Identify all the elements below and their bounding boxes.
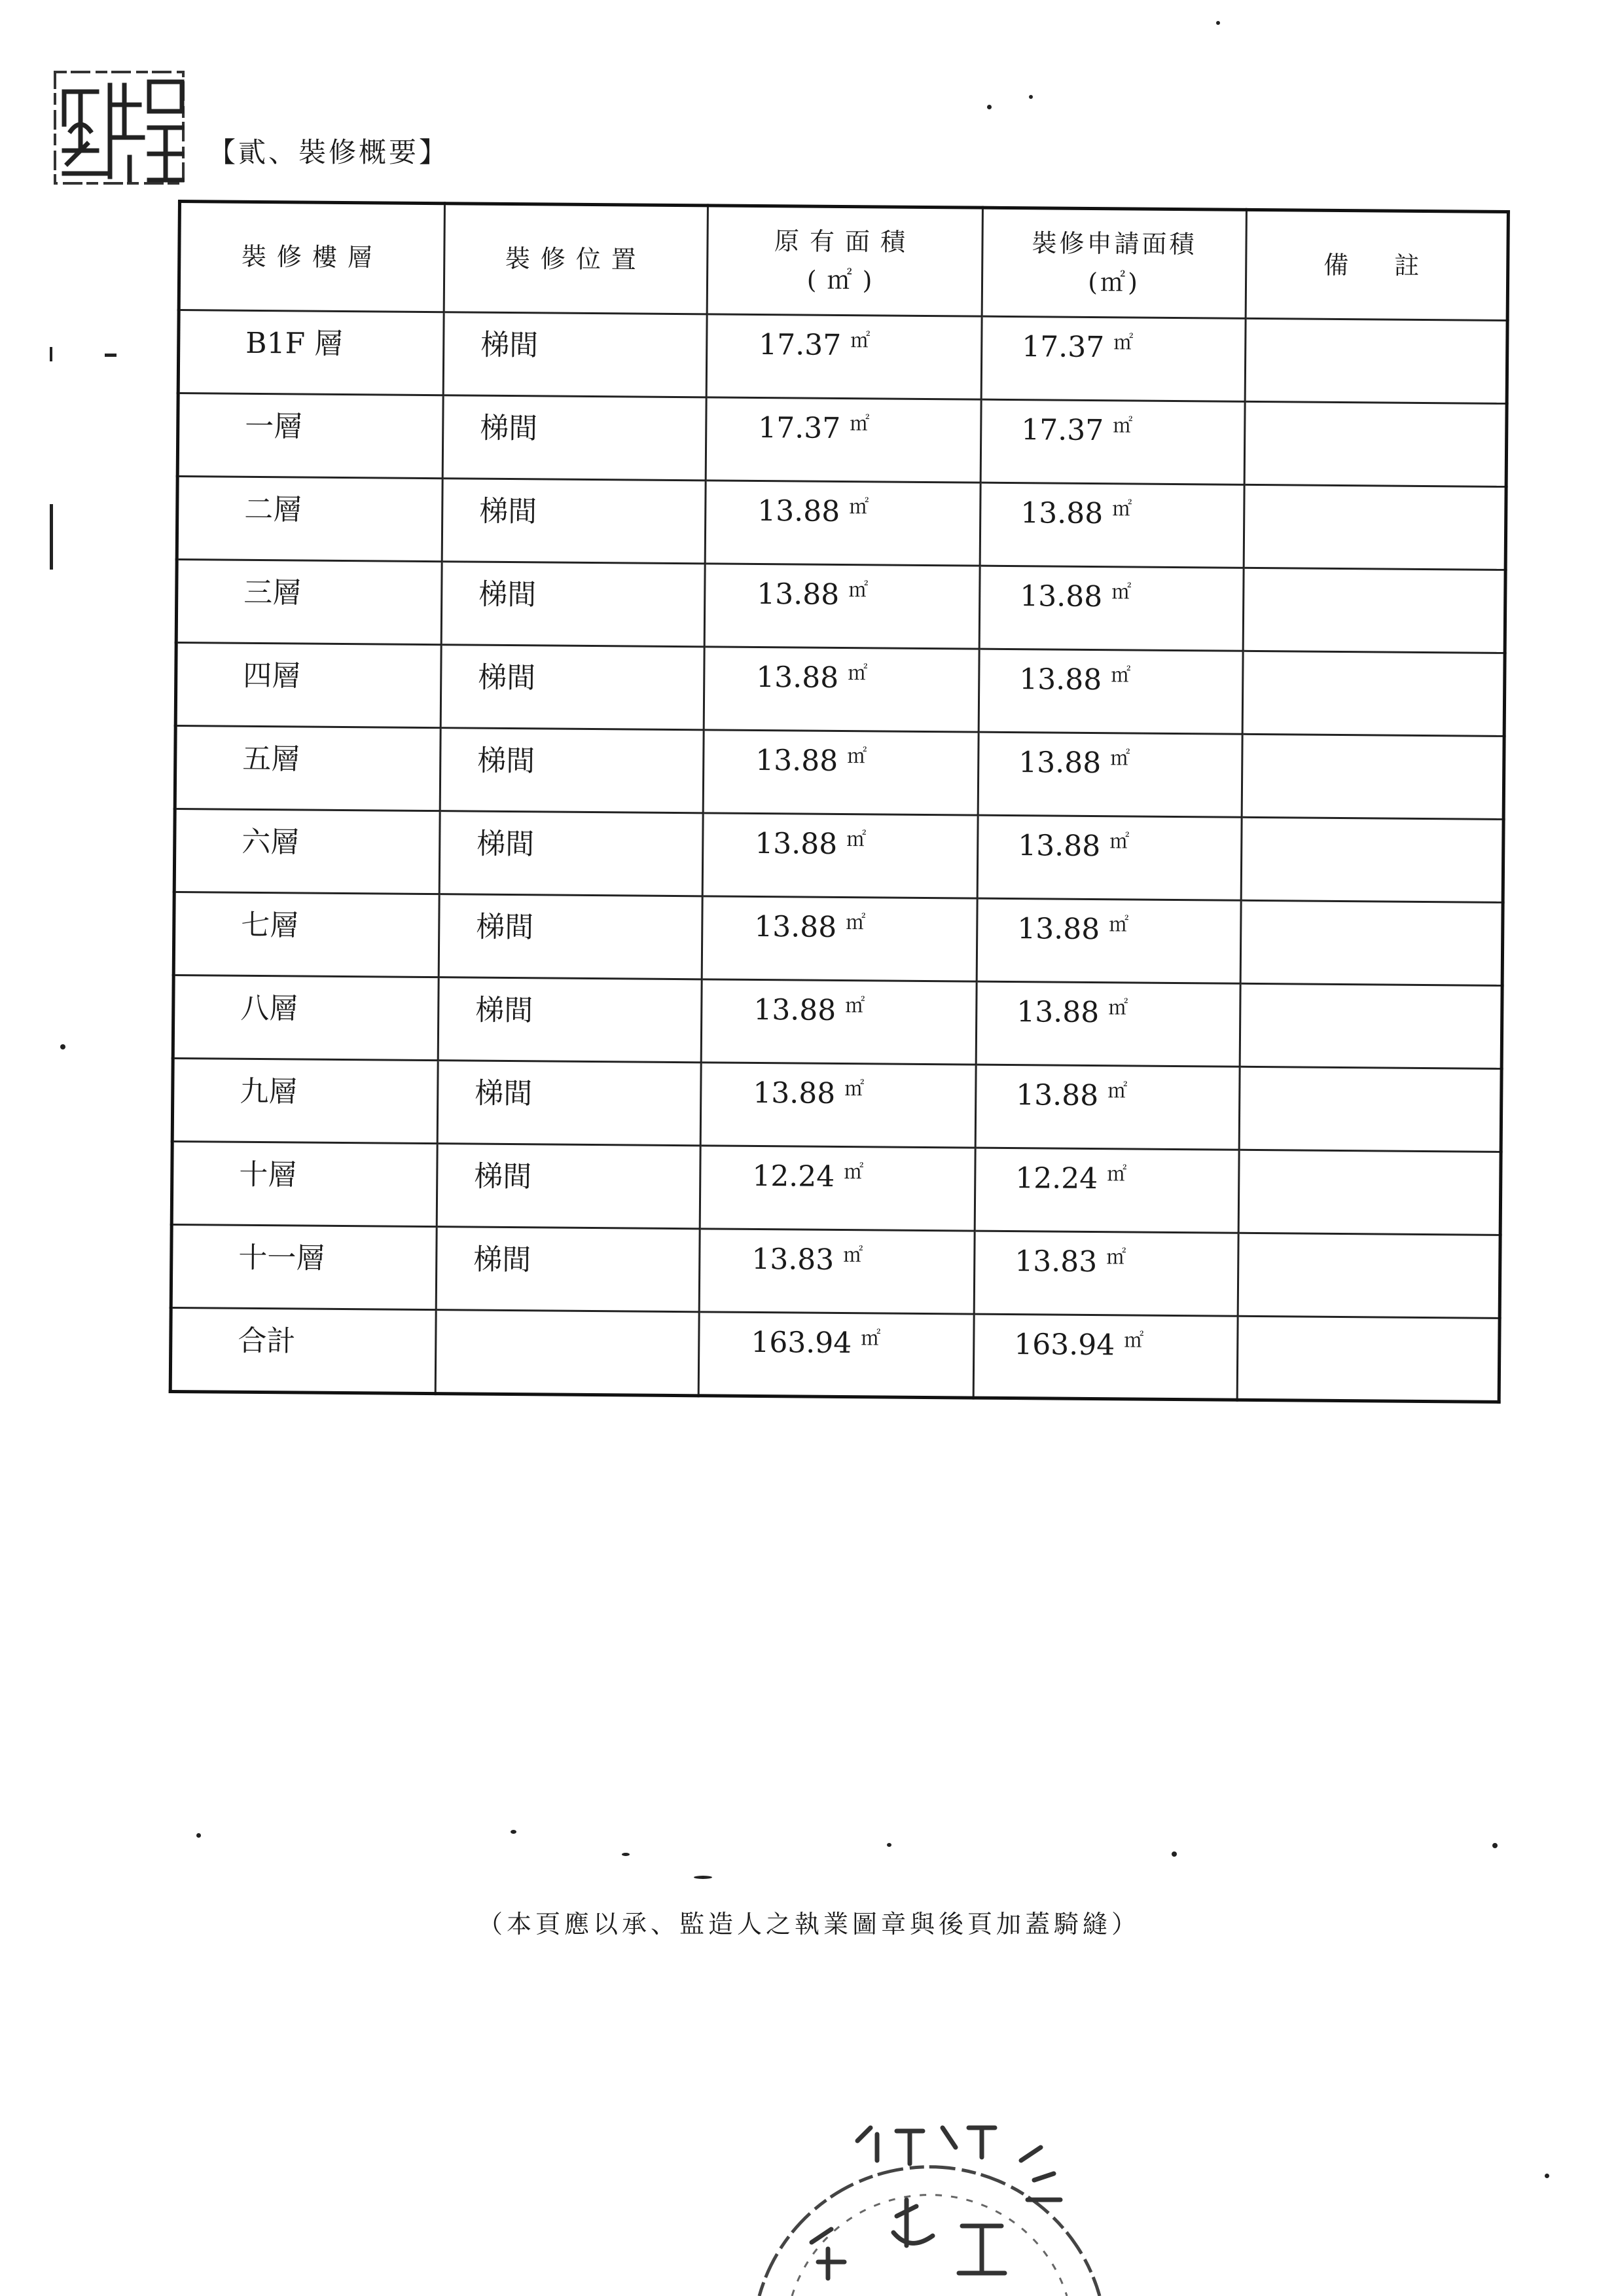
cell-applied-area: 13.88 ㎡ xyxy=(977,898,1241,983)
header-original-area: 原有面積 (㎡) xyxy=(707,206,982,316)
bottom-seal-stamp xyxy=(746,2102,1113,2296)
cell-original-area: 13.88 ㎡ xyxy=(701,979,977,1065)
cell-position: 梯間 xyxy=(439,811,703,896)
cell-original-area: 17.37 ㎡ xyxy=(706,314,982,399)
cell-total-original-area: 163.94 ㎡ xyxy=(698,1312,974,1398)
table-header-row xyxy=(179,202,1508,321)
renovation-summary-table xyxy=(169,200,1510,1404)
footer-note: （本頁應以承、監造人之執業圖章與後頁加蓋騎縫） xyxy=(477,1910,1140,1939)
table-row xyxy=(175,725,1504,819)
cell-floor: 七層 xyxy=(173,892,439,977)
cell-applied-area: 13.83 ㎡ xyxy=(974,1231,1238,1316)
table-row xyxy=(176,560,1505,653)
cell-original-area: 13.88 ㎡ xyxy=(702,896,977,981)
table-row xyxy=(175,642,1505,736)
scan-speck xyxy=(60,1044,65,1049)
scan-speck xyxy=(1216,21,1220,25)
cell-original-area: 13.88 ㎡ xyxy=(704,647,979,732)
cell-applied-area: 13.88 ㎡ xyxy=(978,732,1242,817)
cell-remarks xyxy=(1240,900,1503,985)
cell-remarks xyxy=(1244,401,1507,486)
cell-position: 梯間 xyxy=(440,728,704,813)
cell-position: 梯間 xyxy=(442,479,706,564)
cell-floor: 九層 xyxy=(172,1058,438,1143)
cell-original-area: 13.88 ㎡ xyxy=(705,481,980,566)
cell-floor: B1F 層 xyxy=(178,310,444,395)
cell-remarks xyxy=(1238,1233,1500,1318)
cell-original-area: 13.88 ㎡ xyxy=(704,564,980,649)
cell-position: 梯間 xyxy=(440,645,704,730)
scan-speck xyxy=(196,1833,201,1838)
header-floor: 裝修樓層 xyxy=(179,202,444,312)
cell-remarks xyxy=(1242,734,1504,819)
cell-total-applied-area: 163.94 ㎡ xyxy=(973,1314,1238,1400)
cell-position: 梯間 xyxy=(441,562,705,647)
seal-stamp xyxy=(51,65,190,190)
table-row xyxy=(173,892,1503,985)
cell-floor: 三層 xyxy=(176,560,442,645)
scan-speck xyxy=(511,1830,516,1834)
scan-edge-mark xyxy=(50,504,53,570)
table-row xyxy=(178,310,1507,404)
cell-remarks xyxy=(1241,817,1503,902)
table-row xyxy=(171,1141,1501,1235)
header-position: 裝修位置 xyxy=(444,204,708,314)
cell-applied-area: 17.37 ㎡ xyxy=(980,399,1245,484)
cell-floor: 一層 xyxy=(177,393,443,479)
cell-remarks xyxy=(1240,983,1502,1068)
cell-floor: 十層 xyxy=(171,1141,437,1226)
section-title: 【貳、裝修概要】 xyxy=(208,136,450,168)
scan-speck xyxy=(987,105,992,109)
cell-floor: 十一層 xyxy=(171,1224,437,1309)
cell-floor: 五層 xyxy=(175,725,440,811)
scan-edge-mark xyxy=(105,354,117,357)
table-row xyxy=(171,1224,1500,1318)
cell-remarks xyxy=(1238,1150,1501,1235)
cell-applied-area: 13.88 ㎡ xyxy=(980,483,1244,568)
cell-applied-area: 12.24 ㎡ xyxy=(975,1148,1239,1233)
cell-floor: 四層 xyxy=(175,642,441,727)
cell-floor: 六層 xyxy=(174,809,440,894)
cell-original-area: 12.24 ㎡ xyxy=(700,1146,975,1231)
scan-speck xyxy=(1172,1851,1177,1857)
cell-remarks xyxy=(1245,318,1507,403)
cell-position: 梯間 xyxy=(442,395,706,481)
scan-speck xyxy=(1029,95,1033,99)
cell-original-area: 13.88 ㎡ xyxy=(700,1063,976,1148)
cell-remarks xyxy=(1243,568,1505,653)
cell-position xyxy=(435,1310,699,1396)
cell-position: 梯間 xyxy=(437,1144,700,1229)
cell-applied-area: 13.88 ㎡ xyxy=(975,1065,1240,1150)
cell-position: 梯間 xyxy=(436,1227,700,1312)
cell-original-area: 13.88 ㎡ xyxy=(702,813,978,898)
cell-position: 梯間 xyxy=(439,894,702,979)
cell-remarks xyxy=(1242,651,1505,736)
cell-original-area: 17.37 ㎡ xyxy=(706,397,981,483)
cell-original-area: 13.88 ㎡ xyxy=(703,730,979,815)
cell-applied-area: 13.88 ㎡ xyxy=(976,981,1240,1066)
scan-speck xyxy=(694,1876,712,1879)
table-total-row xyxy=(170,1307,1500,1402)
table-row xyxy=(172,1058,1501,1152)
table-row xyxy=(173,975,1502,1068)
scan-speck xyxy=(1545,2174,1549,2178)
header-applied-area: 裝修申請面積 (㎡) xyxy=(982,208,1246,318)
cell-floor: 二層 xyxy=(177,477,442,562)
cell-floor: 八層 xyxy=(173,975,439,1060)
cell-applied-area: 13.88 ㎡ xyxy=(977,815,1242,900)
header-remarks: 備 註 xyxy=(1246,210,1508,320)
cell-position: 梯間 xyxy=(437,1061,701,1146)
table-row xyxy=(177,393,1507,487)
cell-total-label: 合計 xyxy=(170,1307,436,1393)
cell-position: 梯間 xyxy=(443,312,707,397)
cell-remarks xyxy=(1244,484,1506,570)
table-row xyxy=(177,477,1506,570)
cell-remarks xyxy=(1239,1066,1501,1152)
scan-edge-mark xyxy=(50,347,52,361)
cell-applied-area: 13.88 ㎡ xyxy=(979,566,1244,651)
scan-speck xyxy=(887,1843,891,1847)
cell-applied-area: 17.37 ㎡ xyxy=(981,316,1246,401)
cell-position: 梯間 xyxy=(438,977,702,1063)
cell-applied-area: 13.88 ㎡ xyxy=(979,649,1243,734)
table-row xyxy=(174,809,1503,902)
scan-speck xyxy=(622,1853,630,1856)
cell-original-area: 13.83 ㎡ xyxy=(699,1229,975,1314)
scan-speck xyxy=(1492,1843,1498,1848)
cell-remarks xyxy=(1237,1316,1500,1402)
